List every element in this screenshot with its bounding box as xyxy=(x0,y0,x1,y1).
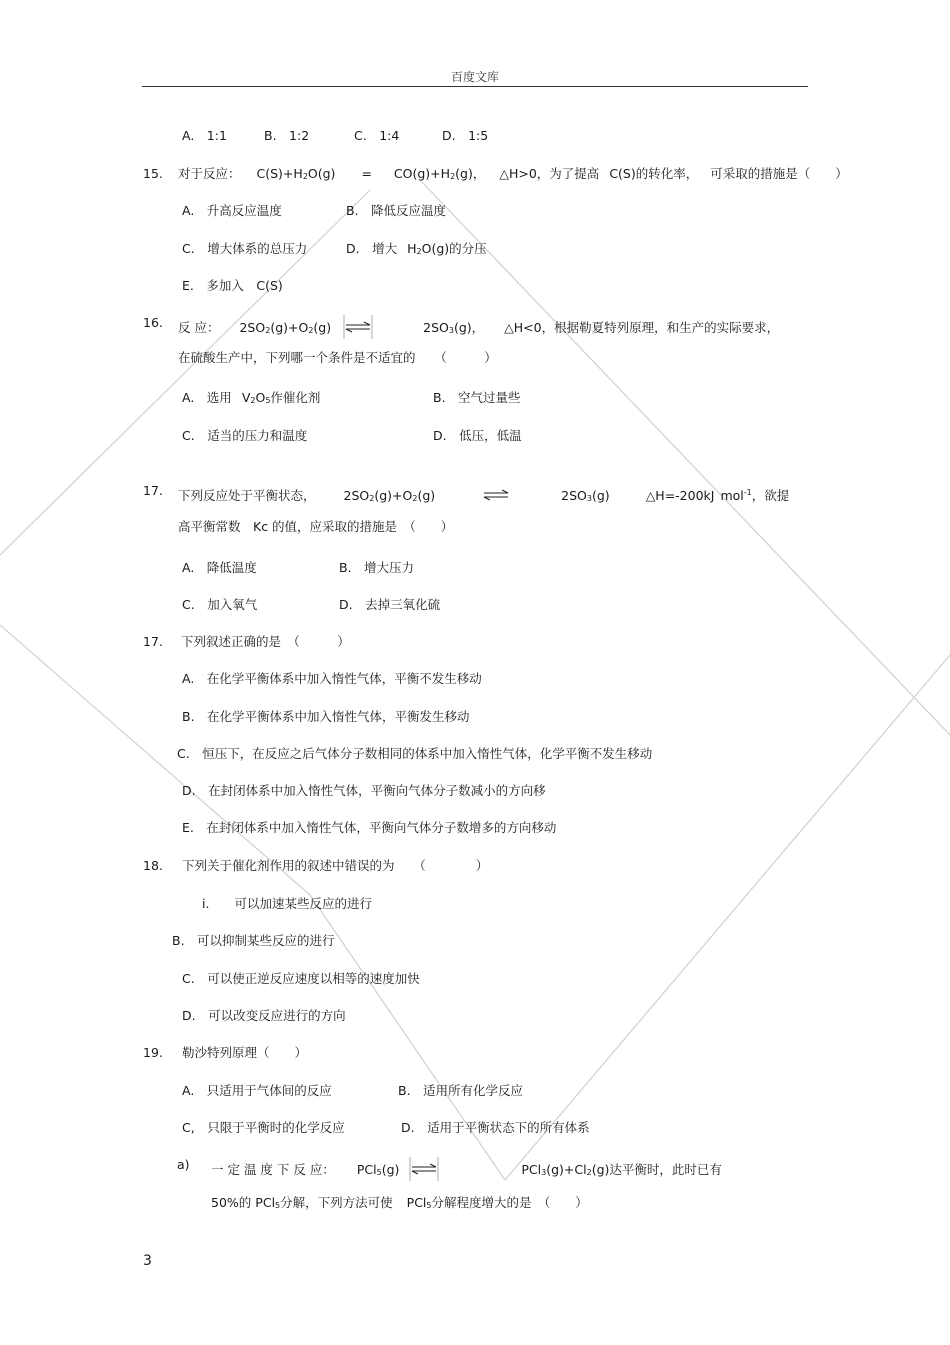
q16-number: 16. xyxy=(143,315,163,330)
q14-option-d: D. 1:5 xyxy=(442,128,489,143)
equilibrium-arrow-icon xyxy=(343,315,373,339)
q16-option-a: A. 选用 $V_2O_5$作催化剂 xyxy=(182,390,321,405)
header-rule xyxy=(142,86,808,87)
q18-stem: 下列关于催化剂作用的叙述中错误的为 （ ） xyxy=(182,858,489,873)
q17b-number: 17. xyxy=(143,634,163,649)
q14-option-a: A. 1:1 xyxy=(182,128,227,143)
q19-option-b: B. 适用所有化学反应 xyxy=(398,1083,524,1098)
q17a-stem-line2: 高平衡常数 Kc 的值，应采取的措施是 （ ） xyxy=(178,519,454,534)
q17a-stem: 下列反应处于平衡状态， $2SO_2(g)+O_2(g)$ $2SO_3(g)$ △H=-200kJ mol$^{-1}$，欲提 xyxy=(178,483,789,507)
equilibrium-arrow-icon xyxy=(409,1157,439,1181)
q16-option-b: B. 空气过量些 xyxy=(433,390,521,405)
q18-option-d: D. 可以改变反应进行的方向 xyxy=(182,1008,346,1023)
q15-stem: 对于反应： $C(S)+H_2O(g) = CO(g)+H_2(g)$， △H>0，为了提高 C(S)的转化率， 可采取的措施是（ ） xyxy=(178,166,848,181)
q17b-option-e: E. 在封闭体系中加入惰性气体，平衡向气体分子数增多的方向移动 xyxy=(182,820,557,835)
q20-stem: 一 定 温 度 下 反 应： PCl$_5$(g) $PCl_3(g)+Cl_2(g)$达平衡时，此时已有 xyxy=(211,1157,722,1181)
q16-stem-line2: 在硫酸生产中，下列哪一个条件是不适宜的 （ ） xyxy=(178,350,497,365)
q15-number: 15. xyxy=(143,166,163,181)
q15-option-b: B. 降低反应温度 xyxy=(346,203,447,218)
q19-number: 19. xyxy=(143,1045,163,1060)
q16-option-c: C. 适当的压力和温度 xyxy=(182,428,308,443)
q14-option-b: B. 1:2 xyxy=(264,128,310,143)
q17a-option-c: C. 加入氧气 xyxy=(182,597,258,612)
q14-option-c: C. 1:4 xyxy=(354,128,400,143)
q17b-option-b: B. 在化学平衡体系中加入惰性气体，平衡发生移动 xyxy=(182,709,470,724)
q17b-stem: 下列叙述正确的是 （ ） xyxy=(181,634,350,649)
q19-stem: 勒沙特列原理（ ） xyxy=(182,1045,308,1060)
equilibrium-arrow-icon xyxy=(481,483,511,507)
q17b-option-d: D. 在封闭体系中加入惰性气体，平衡向气体分子数减小的方向移 xyxy=(182,783,546,798)
q16-option-d: D. 低压，低温 xyxy=(433,428,522,443)
q18-number: 18. xyxy=(143,858,163,873)
q19-option-a: A. 只适用于气体间的反应 xyxy=(182,1083,332,1098)
q17a-option-d: D. 去掉三氧化硫 xyxy=(339,597,441,612)
q19-option-c: C, 只限于平衡时的化学反应 xyxy=(182,1120,345,1135)
q15-option-d: D. 增大 $H_2O(g)$的分压 xyxy=(346,241,487,256)
q18-option-b: B. 可以抑制某些反应的进行 xyxy=(172,933,335,948)
q17b-option-c: C. 恒压下，在反应之后气体分子数相同的体系中加入惰性气体，化学平衡不发生移动 xyxy=(177,746,653,761)
q15-option-c: C. 增大体系的总压力 xyxy=(182,241,308,256)
q18-option-a: i. 可以加速某些反应的进行 xyxy=(202,896,372,911)
q17b-option-a: A. 在化学平衡体系中加入惰性气体，平衡不发生移动 xyxy=(182,671,482,686)
q15-option-a: A. 升高反应温度 xyxy=(182,203,282,218)
q17a-option-b: B. 增大压力 xyxy=(339,560,415,575)
q17a-option-a: A. 降低温度 xyxy=(182,560,257,575)
q16-stem: 反 应： $2SO_2(g)+O_2(g)$ $2SO_3(g)$， △H<0，根据勒夏特列原理，和生产的实际要求， xyxy=(178,315,779,339)
q20-stem-line2: 50%的 PCl$_5$分解，下列方法可使 PCl$_5$分解程度增大的是 （ ） xyxy=(211,1195,588,1210)
page-number: 3 xyxy=(143,1253,152,1269)
q19-option-d: D. 适用于平衡状态下的所有体系 xyxy=(401,1120,590,1135)
q15-option-e: E. 多加入 C(S) xyxy=(182,278,283,293)
page-header: 百度文库 xyxy=(450,70,499,84)
q20-number: a) xyxy=(177,1157,190,1172)
q18-option-c: C. 可以使正逆反应速度以相等的速度加快 xyxy=(182,971,420,986)
q17a-number: 17. xyxy=(143,483,163,498)
